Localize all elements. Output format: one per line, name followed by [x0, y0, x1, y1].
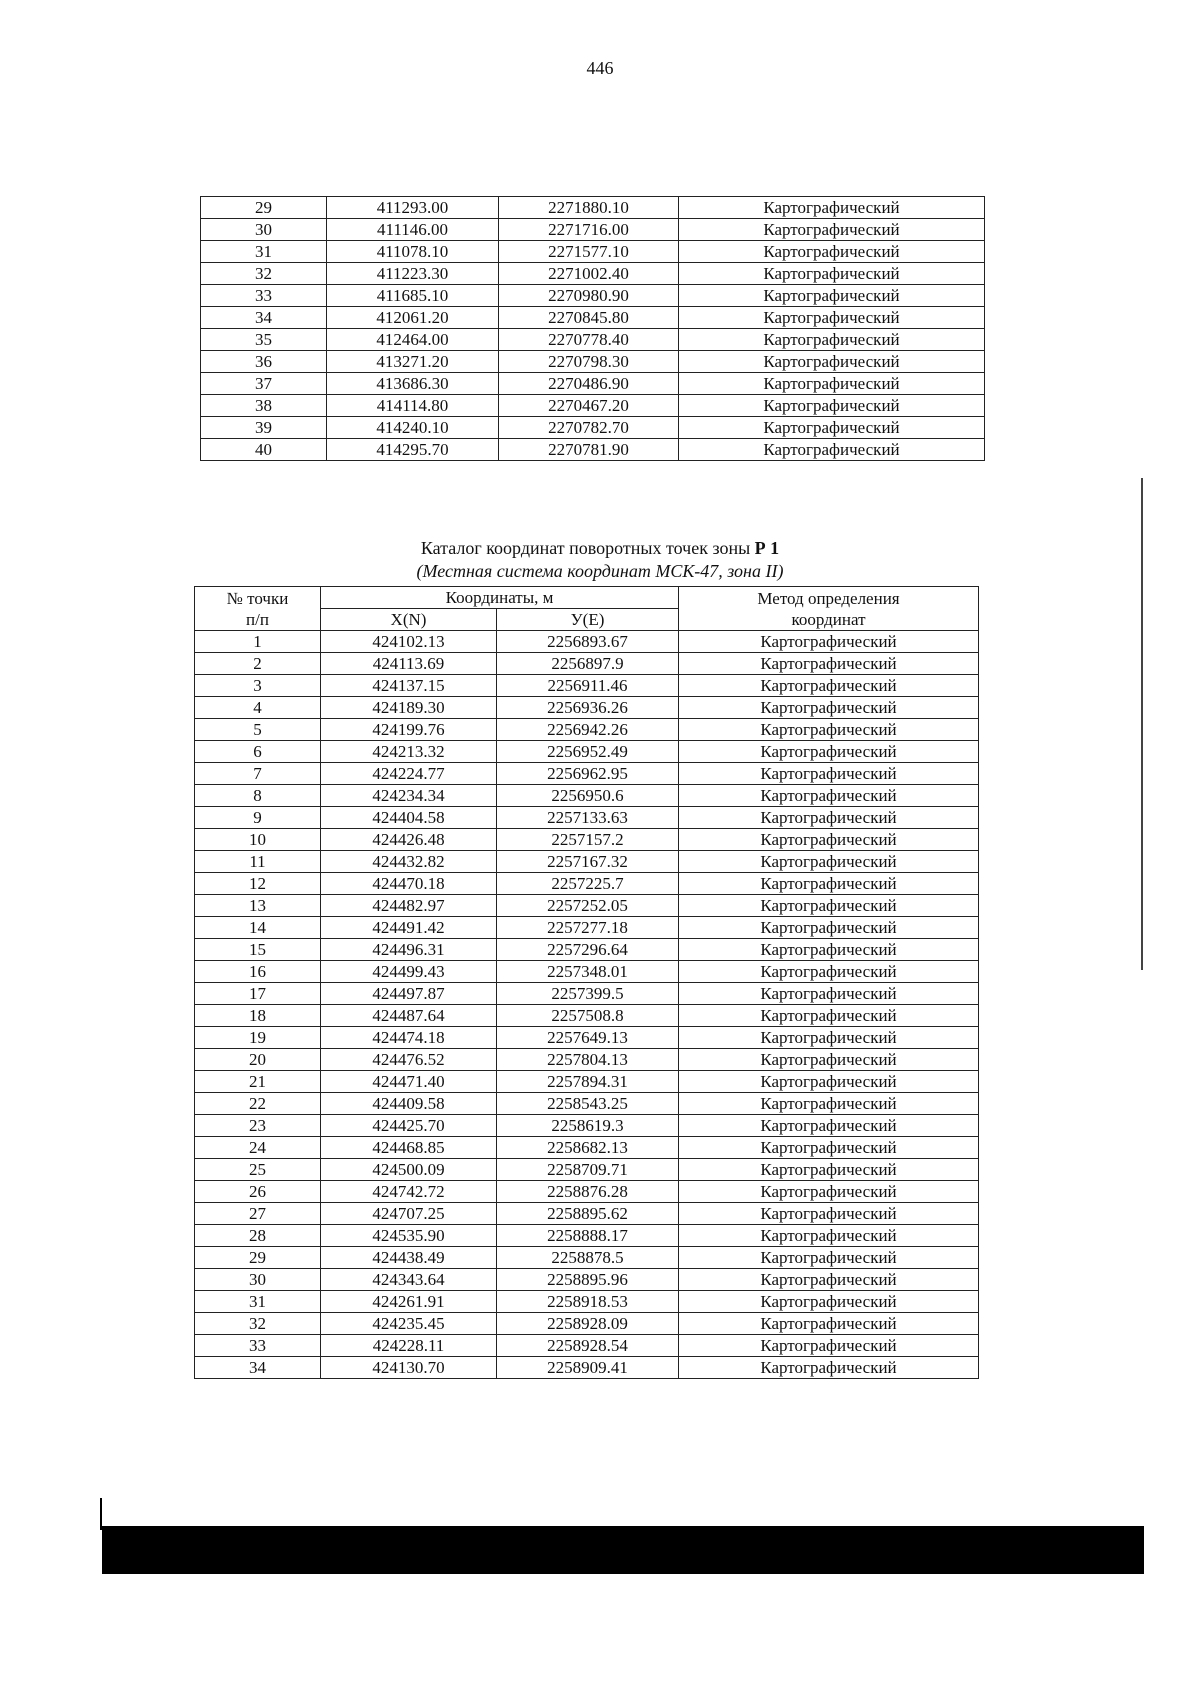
point-number-cell: 40	[201, 439, 327, 461]
table-row	[195, 785, 979, 807]
x-coordinate-cell: 424102.13	[321, 631, 497, 653]
method-cell: Картографический	[679, 1159, 979, 1181]
method-cell: Картографический	[679, 785, 979, 807]
y-coordinate-cell: 2270486.90	[499, 373, 679, 395]
x-coordinate-cell: 424409.58	[321, 1093, 497, 1115]
point-number-cell: 33	[201, 285, 327, 307]
y-coordinate-cell: 2257649.13	[497, 1027, 679, 1049]
x-coordinate-cell: 424535.90	[321, 1225, 497, 1247]
y-coordinate-cell: 2271577.10	[499, 241, 679, 263]
y-coordinate-cell: 2256942.26	[497, 719, 679, 741]
method-cell: Картографический	[679, 1049, 979, 1071]
x-coordinate-cell: 424742.72	[321, 1181, 497, 1203]
y-coordinate-cell: 2257157.2	[497, 829, 679, 851]
y-coordinate-cell: 2271880.10	[499, 197, 679, 219]
point-number-cell: 12	[195, 873, 321, 895]
method-cell: Картографический	[679, 197, 985, 219]
x-coordinate-cell: 411293.00	[327, 197, 499, 219]
method-cell: Картографический	[679, 417, 985, 439]
catalog-table-body	[195, 631, 979, 1379]
y-coordinate-cell: 2256936.26	[497, 697, 679, 719]
y-coordinate-cell: 2271716.00	[499, 219, 679, 241]
point-number-cell: 10	[195, 829, 321, 851]
point-number-cell: 3	[195, 675, 321, 697]
y-coordinate-cell: 2258709.71	[497, 1159, 679, 1181]
header-point-number-line2: п/п	[246, 609, 269, 629]
point-number-cell: 29	[201, 197, 327, 219]
point-number-cell: 11	[195, 851, 321, 873]
point-number-cell: 32	[201, 263, 327, 285]
point-number-cell: 34	[195, 1357, 321, 1379]
table-row	[201, 263, 985, 285]
method-cell: Картографический	[679, 1093, 979, 1115]
point-number-cell: 29	[195, 1247, 321, 1269]
x-coordinate-cell: 413271.20	[327, 351, 499, 373]
method-cell: Картографический	[679, 1203, 979, 1225]
x-coordinate-cell: 424137.15	[321, 675, 497, 697]
x-coordinate-cell: 414114.80	[327, 395, 499, 417]
point-number-cell: 34	[201, 307, 327, 329]
x-coordinate-cell: 424500.09	[321, 1159, 497, 1181]
point-number-cell: 31	[201, 241, 327, 263]
header-point-number-line1: № точки	[226, 588, 289, 608]
x-coordinate-cell: 424113.69	[321, 653, 497, 675]
catalog-title-prefix: Каталог координат поворотных точек зоны	[420, 538, 755, 558]
point-number-cell: 37	[201, 373, 327, 395]
x-coordinate-cell: 424491.42	[321, 917, 497, 939]
method-cell: Картографический	[679, 1005, 979, 1027]
y-coordinate-cell: 2257399.5	[497, 983, 679, 1005]
method-cell: Картографический	[679, 263, 985, 285]
point-number-cell: 7	[195, 763, 321, 785]
point-number-cell: 22	[195, 1093, 321, 1115]
point-number-cell: 23	[195, 1115, 321, 1137]
header-coordinates: Координаты, м	[321, 587, 679, 609]
x-coordinate-cell: 411146.00	[327, 219, 499, 241]
x-coordinate-cell: 424235.45	[321, 1313, 497, 1335]
method-cell: Картографический	[679, 1225, 979, 1247]
x-coordinate-cell: 424213.32	[321, 741, 497, 763]
y-coordinate-cell: 2257508.8	[497, 1005, 679, 1027]
catalog-title	[0, 538, 1200, 559]
x-coordinate-cell: 411078.10	[327, 241, 499, 263]
x-coordinate-cell: 424189.30	[321, 697, 497, 719]
table-row	[195, 1225, 979, 1247]
table-row	[195, 697, 979, 719]
y-coordinate-cell: 2258895.96	[497, 1269, 679, 1291]
method-cell: Картографический	[679, 1115, 979, 1137]
y-coordinate-cell: 2256893.67	[497, 631, 679, 653]
point-number-cell: 39	[201, 417, 327, 439]
point-number-cell: 21	[195, 1071, 321, 1093]
point-number-cell: 8	[195, 785, 321, 807]
table-row	[201, 219, 985, 241]
x-coordinate-cell: 424404.58	[321, 807, 497, 829]
header-method-line2: координат	[791, 609, 866, 629]
method-cell: Картографический	[679, 961, 979, 983]
y-coordinate-cell: 2257167.32	[497, 851, 679, 873]
scan-black-bar	[102, 1526, 1144, 1574]
method-cell: Картографический	[679, 285, 985, 307]
method-cell: Картографический	[679, 895, 979, 917]
x-coordinate-cell: 424470.18	[321, 873, 497, 895]
header-x: X(N)	[321, 609, 497, 631]
catalog-table-header	[195, 587, 979, 631]
table-row	[195, 829, 979, 851]
table-row	[195, 1203, 979, 1225]
method-cell: Картографический	[679, 241, 985, 263]
method-cell: Картографический	[679, 1071, 979, 1093]
y-coordinate-cell: 2256950.6	[497, 785, 679, 807]
table-row	[195, 1137, 979, 1159]
y-coordinate-cell: 2258909.41	[497, 1357, 679, 1379]
point-number-cell: 26	[195, 1181, 321, 1203]
catalog-subtitle: (Местная система координат МСК-47, зона II)	[416, 561, 784, 581]
table-row	[201, 439, 985, 461]
x-coordinate-cell: 424438.49	[321, 1247, 497, 1269]
header-y: У(E)	[497, 609, 679, 631]
table-row	[201, 351, 985, 373]
x-coordinate-cell: 424343.64	[321, 1269, 497, 1291]
method-cell: Картографический	[679, 1357, 979, 1379]
point-number-cell: 35	[201, 329, 327, 351]
method-cell: Картографический	[679, 439, 985, 461]
method-cell: Картографический	[679, 917, 979, 939]
table-row	[195, 939, 979, 961]
method-cell: Картографический	[679, 983, 979, 1005]
method-cell: Картографический	[679, 373, 985, 395]
x-coordinate-cell: 424228.11	[321, 1335, 497, 1357]
y-coordinate-cell: 2257804.13	[497, 1049, 679, 1071]
point-number-cell: 30	[201, 219, 327, 241]
y-coordinate-cell: 2257133.63	[497, 807, 679, 829]
y-coordinate-cell: 2257225.7	[497, 873, 679, 895]
y-coordinate-cell: 2270782.70	[499, 417, 679, 439]
table-row	[195, 807, 979, 829]
x-coordinate-cell: 424482.97	[321, 895, 497, 917]
page-number: 446	[586, 58, 614, 78]
x-coordinate-cell: 424471.40	[321, 1071, 497, 1093]
table-row	[195, 983, 979, 1005]
point-number-cell: 14	[195, 917, 321, 939]
x-coordinate-cell: 424130.70	[321, 1357, 497, 1379]
y-coordinate-cell: 2271002.40	[499, 263, 679, 285]
x-coordinate-cell: 424497.87	[321, 983, 497, 1005]
table-row	[195, 851, 979, 873]
x-coordinate-cell: 424234.34	[321, 785, 497, 807]
y-coordinate-cell: 2258878.5	[497, 1247, 679, 1269]
method-cell: Картографический	[679, 1137, 979, 1159]
method-cell: Картографический	[679, 807, 979, 829]
coordinates-catalog-table	[194, 586, 979, 1379]
method-cell: Картографический	[679, 219, 985, 241]
table-row	[201, 373, 985, 395]
method-cell: Картографический	[679, 939, 979, 961]
method-cell: Картографический	[679, 329, 985, 351]
y-coordinate-cell: 2258876.28	[497, 1181, 679, 1203]
y-coordinate-cell: 2258888.17	[497, 1225, 679, 1247]
point-number-cell: 33	[195, 1335, 321, 1357]
method-cell: Картографический	[679, 351, 985, 373]
table-row	[201, 197, 985, 219]
point-number-cell: 16	[195, 961, 321, 983]
table-row	[195, 895, 979, 917]
method-cell: Картографический	[679, 851, 979, 873]
x-coordinate-cell: 424707.25	[321, 1203, 497, 1225]
point-number-cell: 15	[195, 939, 321, 961]
point-number-cell: 4	[195, 697, 321, 719]
y-coordinate-cell: 2258682.13	[497, 1137, 679, 1159]
y-coordinate-cell: 2256897.9	[497, 653, 679, 675]
point-number-cell: 28	[195, 1225, 321, 1247]
table-row	[195, 1005, 979, 1027]
method-cell: Картографический	[679, 675, 979, 697]
x-coordinate-cell: 424487.64	[321, 1005, 497, 1027]
y-coordinate-cell: 2256952.49	[497, 741, 679, 763]
point-number-cell: 1	[195, 631, 321, 653]
table-row	[201, 285, 985, 307]
table-row	[195, 719, 979, 741]
point-number-cell: 2	[195, 653, 321, 675]
y-coordinate-cell: 2258928.54	[497, 1335, 679, 1357]
y-coordinate-cell: 2258619.3	[497, 1115, 679, 1137]
x-coordinate-cell: 412061.20	[327, 307, 499, 329]
table-row	[195, 1181, 979, 1203]
table-row	[201, 329, 985, 351]
x-coordinate-cell: 424426.48	[321, 829, 497, 851]
method-cell: Картографический	[679, 873, 979, 895]
y-coordinate-cell: 2257252.05	[497, 895, 679, 917]
y-coordinate-cell: 2257277.18	[497, 917, 679, 939]
y-coordinate-cell: 2258928.09	[497, 1313, 679, 1335]
y-coordinate-cell: 2257894.31	[497, 1071, 679, 1093]
point-number-cell: 20	[195, 1049, 321, 1071]
y-coordinate-cell: 2270467.20	[499, 395, 679, 417]
y-coordinate-cell: 2257296.64	[497, 939, 679, 961]
table-row	[195, 1269, 979, 1291]
table-row	[195, 741, 979, 763]
method-cell: Картографический	[679, 1269, 979, 1291]
table-row	[195, 1313, 979, 1335]
point-number-cell: 19	[195, 1027, 321, 1049]
table-row	[195, 763, 979, 785]
x-coordinate-cell: 424468.85	[321, 1137, 497, 1159]
y-coordinate-cell: 2270845.80	[499, 307, 679, 329]
point-number-cell: 27	[195, 1203, 321, 1225]
table-row	[195, 675, 979, 697]
table-row	[195, 873, 979, 895]
table-row	[195, 653, 979, 675]
x-coordinate-cell: 411685.10	[327, 285, 499, 307]
point-number-cell: 30	[195, 1269, 321, 1291]
method-cell: Картографический	[679, 1335, 979, 1357]
header-point-number	[195, 587, 321, 631]
x-coordinate-cell: 413686.30	[327, 373, 499, 395]
x-coordinate-cell: 414295.70	[327, 439, 499, 461]
y-coordinate-cell: 2256962.95	[497, 763, 679, 785]
table-row	[195, 1049, 979, 1071]
header-method-line1: Метод определения	[757, 588, 900, 608]
table-row	[195, 1027, 979, 1049]
table-row	[195, 917, 979, 939]
point-number-cell: 17	[195, 983, 321, 1005]
table-row	[195, 961, 979, 983]
y-coordinate-cell: 2258543.25	[497, 1093, 679, 1115]
y-coordinate-cell: 2270980.90	[499, 285, 679, 307]
point-number-cell: 36	[201, 351, 327, 373]
x-coordinate-cell: 424496.31	[321, 939, 497, 961]
table-row	[201, 395, 985, 417]
table-row	[195, 1335, 979, 1357]
table-row	[195, 1247, 979, 1269]
method-cell: Картографический	[679, 653, 979, 675]
x-coordinate-cell: 424224.77	[321, 763, 497, 785]
x-coordinate-cell: 412464.00	[327, 329, 499, 351]
x-coordinate-cell: 424432.82	[321, 851, 497, 873]
point-number-cell: 32	[195, 1313, 321, 1335]
point-number-cell: 38	[201, 395, 327, 417]
point-number-cell: 13	[195, 895, 321, 917]
x-coordinate-cell: 424476.52	[321, 1049, 497, 1071]
table-row	[201, 417, 985, 439]
y-coordinate-cell: 2270781.90	[499, 439, 679, 461]
point-number-cell: 6	[195, 741, 321, 763]
x-coordinate-cell: 414240.10	[327, 417, 499, 439]
scan-artifact-line	[1141, 478, 1143, 970]
table-row	[195, 1357, 979, 1379]
x-coordinate-cell: 424425.70	[321, 1115, 497, 1137]
method-cell: Картографический	[679, 719, 979, 741]
y-coordinate-cell: 2270778.40	[499, 329, 679, 351]
x-coordinate-cell: 424499.43	[321, 961, 497, 983]
method-cell: Картографический	[679, 697, 979, 719]
method-cell: Картографический	[679, 1247, 979, 1269]
y-coordinate-cell: 2256911.46	[497, 675, 679, 697]
point-number-cell: 18	[195, 1005, 321, 1027]
x-coordinate-cell: 424474.18	[321, 1027, 497, 1049]
table-row	[195, 1159, 979, 1181]
point-number-cell: 31	[195, 1291, 321, 1313]
method-cell: Картографический	[679, 395, 985, 417]
method-cell: Картографический	[679, 1291, 979, 1313]
point-number-cell: 24	[195, 1137, 321, 1159]
coordinates-table-continuation	[200, 196, 985, 461]
table-row	[201, 307, 985, 329]
table-row	[195, 1071, 979, 1093]
catalog-zone-name: Р 1	[754, 538, 780, 558]
method-cell: Картографический	[679, 1181, 979, 1203]
x-coordinate-cell: 411223.30	[327, 263, 499, 285]
method-cell: Картографический	[679, 1313, 979, 1335]
method-cell: Картографический	[679, 1027, 979, 1049]
x-coordinate-cell: 424199.76	[321, 719, 497, 741]
table-row	[195, 1093, 979, 1115]
coordinates-table-continuation-body	[201, 197, 985, 461]
x-coordinate-cell: 424261.91	[321, 1291, 497, 1313]
table-row	[201, 241, 985, 263]
method-cell: Картографический	[679, 631, 979, 653]
table-row	[195, 631, 979, 653]
table-row	[195, 1291, 979, 1313]
point-number-cell: 9	[195, 807, 321, 829]
y-coordinate-cell: 2258918.53	[497, 1291, 679, 1313]
header-method	[679, 587, 979, 631]
point-number-cell: 25	[195, 1159, 321, 1181]
y-coordinate-cell: 2270798.30	[499, 351, 679, 373]
method-cell: Картографический	[679, 763, 979, 785]
y-coordinate-cell: 2257348.01	[497, 961, 679, 983]
point-number-cell: 5	[195, 719, 321, 741]
method-cell: Картографический	[679, 741, 979, 763]
y-coordinate-cell: 2258895.62	[497, 1203, 679, 1225]
table-row	[195, 1115, 979, 1137]
method-cell: Картографический	[679, 829, 979, 851]
method-cell: Картографический	[679, 307, 985, 329]
